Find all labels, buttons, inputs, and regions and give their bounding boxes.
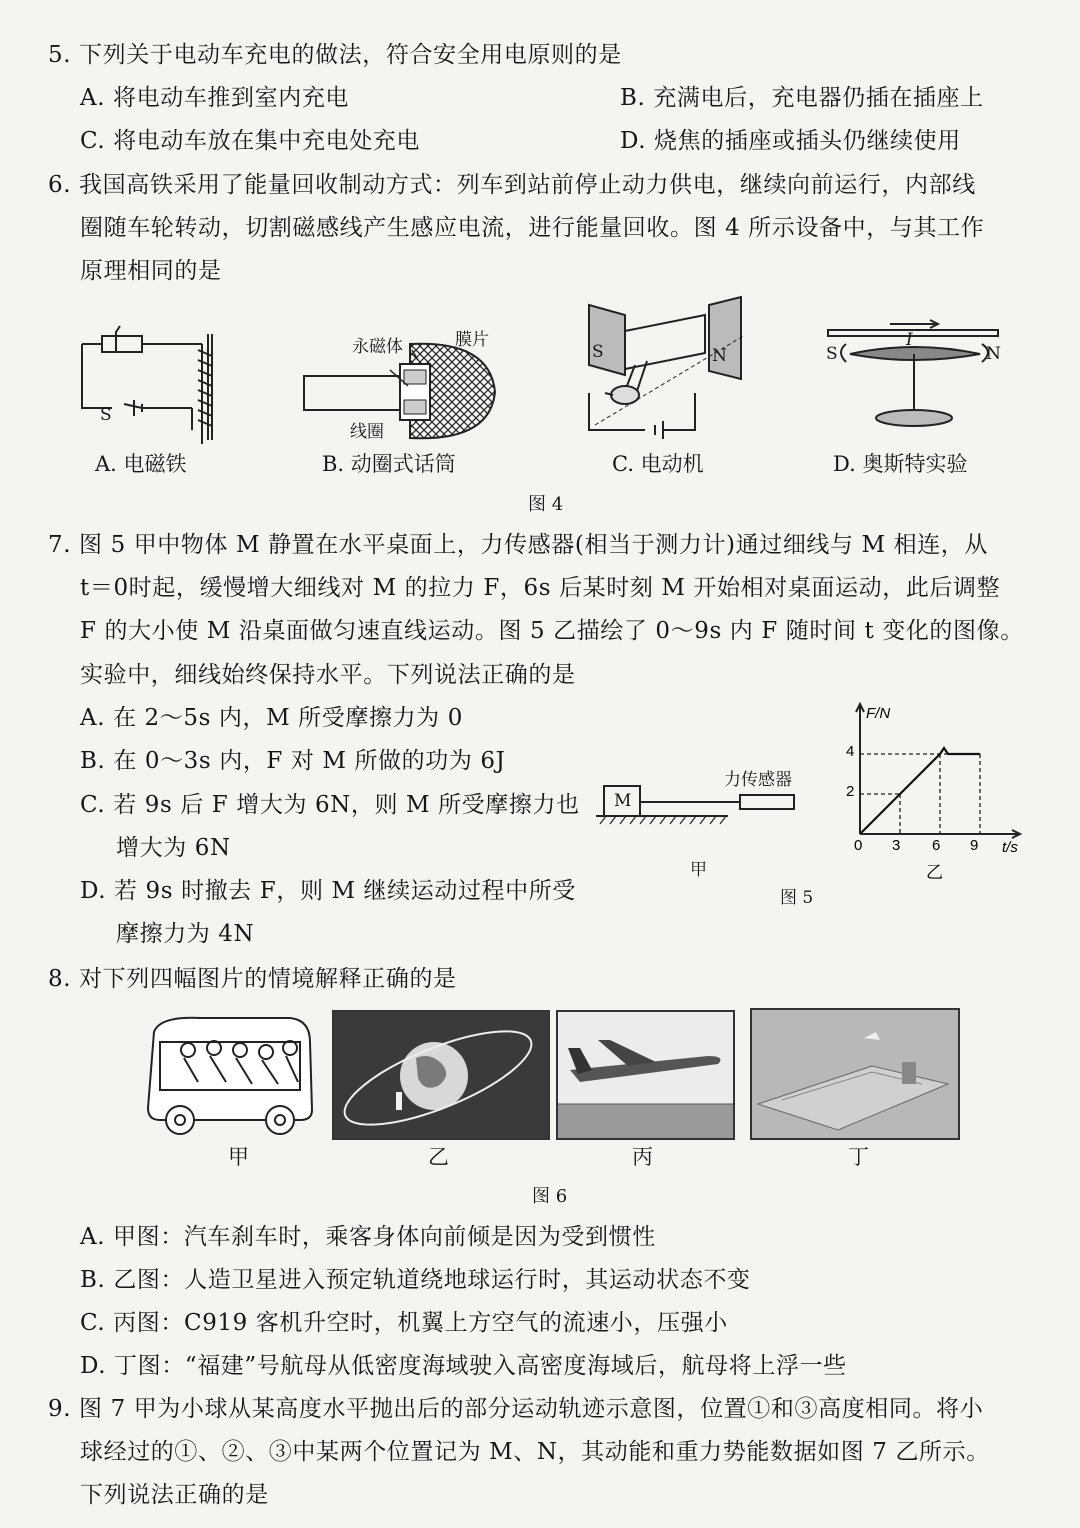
- figure-oersted: [820, 320, 1010, 440]
- q8-option-a: A. 甲图：汽车刹车时，乘客身体向前倾是因为受到惯性: [80, 1224, 656, 1250]
- q7-option-c-line1: C. 若 9s 后 F 增大为 6N，则 M 所受摩擦力也: [80, 792, 580, 818]
- f-t-graph: [846, 700, 1026, 883]
- y-tick-label: 2: [846, 783, 855, 800]
- fig-5-sensor-label: 力传感器: [724, 770, 792, 790]
- q8-stem: 8. 对下列四幅图片的情境解释正确的是: [48, 966, 457, 992]
- fig-5-block-label: M: [614, 791, 632, 811]
- fig-6-label-jia: 甲: [228, 1145, 249, 1169]
- q5-option-c: C. 将电动车放在集中充电处充电: [80, 128, 421, 154]
- q9-stem-line3: 下列说法正确的是: [80, 1482, 269, 1508]
- fig-d-s-label: S: [826, 344, 838, 364]
- x-tick-label: 3: [892, 837, 901, 854]
- q5-option-b: B. 充满电后，充电器仍插在插座上: [620, 85, 984, 111]
- figure-4-caption: 图 4: [528, 494, 564, 515]
- y-axis-label: F/N: [866, 705, 891, 722]
- fig-a-switch-label: S: [100, 405, 112, 425]
- aircraft-carrier-picture: [750, 1008, 960, 1140]
- fig-a-caption: A. 电磁铁: [95, 452, 187, 476]
- figure-6-caption: 图 6: [532, 1186, 568, 1207]
- fig-d-n-label: N: [986, 344, 1001, 364]
- q8-option-b: B. 乙图：人造卫星进入预定轨道绕地球运行时，其运动状态不变: [80, 1267, 751, 1293]
- q7-option-d-line1: D. 若 9s 时撤去 F，则 M 继续运动过程中所受: [80, 878, 576, 904]
- q7-stem-line2: t＝0时起，缓慢增大细线对 M 的拉力 F，6s 后某时刻 M 开始相对桌面运动，此后调整: [80, 575, 1001, 601]
- fig-b-caption: B. 动圈式话筒: [322, 452, 456, 476]
- figure-electromagnet: [72, 320, 232, 445]
- fig-c-caption: C. 电动机: [612, 452, 704, 476]
- q6-stem-line2: 圈随车轮转动，切割磁感线产生感应电流，进行能量回收。图 4 所示设备中，与其工作: [80, 215, 985, 241]
- q7-option-d-line2: 摩擦力为 4N: [116, 921, 255, 947]
- graph-name: 乙: [926, 863, 943, 883]
- q5-stem: 5. 下列关于电动车充电的做法，符合安全用电原则的是: [48, 42, 622, 68]
- q7-stem-line4: 实验中，细线始终保持水平。下列说法正确的是: [80, 662, 576, 688]
- fig-b-magnet-label: 永磁体: [352, 337, 403, 357]
- satellite-orbit-picture: [332, 1010, 550, 1140]
- airliner-takeoff-picture: [556, 1010, 735, 1140]
- force-time-line: [860, 748, 980, 834]
- fig-6-label-ding: 丁: [848, 1145, 869, 1169]
- x-axis-label: t/s: [1002, 839, 1018, 856]
- figure-motor: [585, 295, 755, 445]
- bus-passengers-picture: [140, 1012, 320, 1137]
- fig-c-s-pole: S: [592, 342, 604, 362]
- origin-label: 0: [854, 837, 863, 854]
- q8-option-c: C. 丙图：C919 客机升空时，机翼上方空气的流速小，压强小: [80, 1310, 728, 1336]
- q7-option-a: A. 在 2～5s 内，M 所受摩擦力为 0: [80, 705, 463, 731]
- q9-stem-line2: 球经过的①、②、③中某两个位置记为 M、N，其动能和重力势能数据如图 7 乙所示。: [80, 1439, 990, 1465]
- q6-stem-line3: 原理相同的是: [80, 258, 222, 284]
- q7-option-c-line2: 增大为 6N: [116, 835, 231, 861]
- x-tick-label: 9: [970, 837, 979, 854]
- q5-option-a: A. 将电动车推到室内充电: [80, 85, 350, 111]
- fig-d-caption: D. 奥斯特实验: [833, 452, 968, 476]
- q7-stem-line3: F 的大小使 M 沿桌面做匀速直线运动。图 5 乙描绘了 0～9s 内 F 随时间 t 变化的图像。: [80, 618, 1024, 644]
- fig-c-n-pole: N: [712, 346, 727, 366]
- q7-option-b: B. 在 0～3s 内，F 对 M 所做的功为 6J: [80, 748, 506, 774]
- fig-d-current-label: I: [906, 330, 913, 350]
- fig-5-jia-label: 甲: [690, 860, 707, 880]
- q6-stem-line1: 6. 我国高铁采用了能量回收制动方式：列车到站前停止动力供电，继续向前运行，内部线: [48, 172, 976, 198]
- q9-stem-line1: 9. 图 7 甲为小球从某高度水平抛出后的部分运动轨迹示意图，位置①和③高度相同。将小: [48, 1396, 984, 1422]
- q5-option-d: D. 烧焦的插座或插头仍继续使用: [620, 128, 961, 154]
- q8-option-d: D. 丁图：“福建”号航母从低密度海域驶入高密度海域后，航母将上浮一些: [80, 1353, 847, 1379]
- fig-b-coil-label: 线圈: [350, 422, 384, 442]
- x-tick-label: 6: [932, 837, 941, 854]
- fig-b-diaphragm-label: 膜片: [455, 330, 489, 350]
- fig-6-label-bing: 丙: [632, 1145, 653, 1169]
- y-tick-label: 4: [846, 743, 855, 760]
- fig-6-label-yi: 乙: [428, 1145, 449, 1169]
- q7-stem-line1: 7. 图 5 甲中物体 M 静置在水平桌面上，力传感器(相当于测力计)通过细线与 M 相连，从: [48, 532, 989, 558]
- figure-5-caption: 图 5: [780, 888, 814, 908]
